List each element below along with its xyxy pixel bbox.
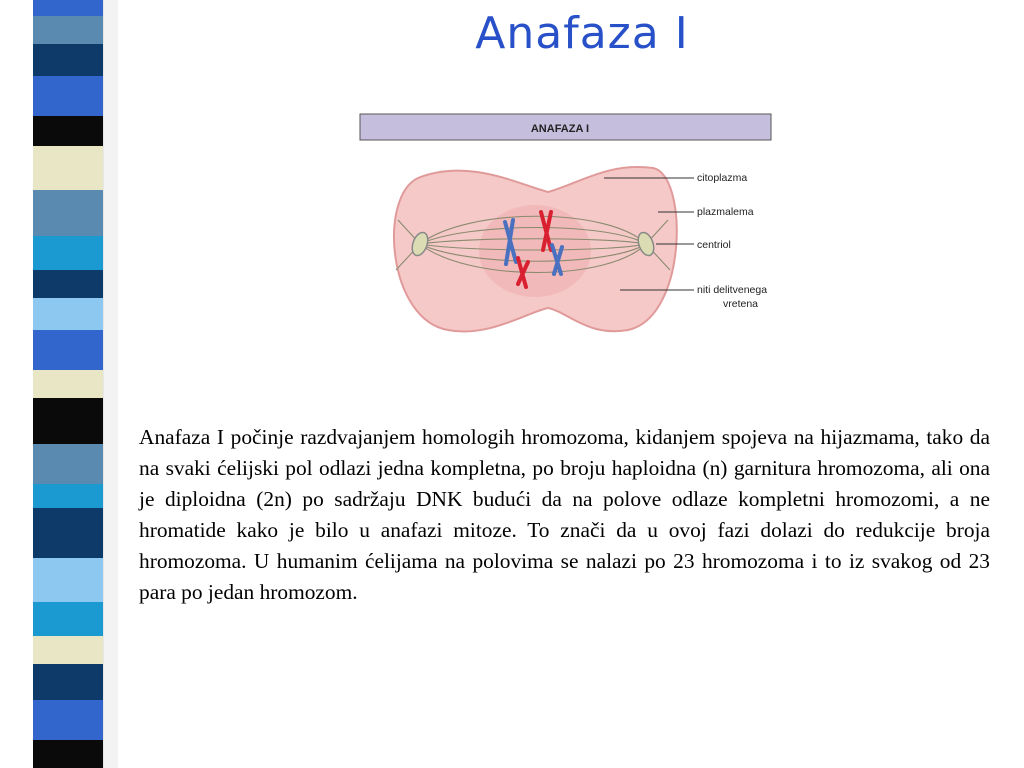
label-niti-line1: niti delitvenega [697,284,768,296]
label-plazmalema: plazmalema [697,206,754,218]
body-paragraph: Anafaza I počinje razdvajanjem homologih hromozoma, kidanjem spojeva na hijazmama, tako da na svaki ćelijski pol odlazi jedna kompletna, po broju haploidna (n) garnitura hromozoma, ali ona je diploidna (2n) po sadržaju DNK budući da na polove odlaze kompletni hromozomi, a ne hromatide kako je bilo u anafazi mitoze. To znači da u ovoj fazi dolazi do redukcije broja hromozoma. U humanim ćelijama na polovima se nalazi po 23 hromozoma i to iz svakog od 23 para po jedan hromozom. [139,425,990,604]
page-title: Anafaza I [475,8,689,59]
anaphase-diagram [358,112,798,344]
label-citoplazma: citoplazma [697,172,748,184]
stripe-blocks [33,0,103,768]
label-niti-line2: vretena [723,298,759,310]
diagram-header-text: ANAFAZA I [530,123,590,135]
decorative-stripe [0,0,118,768]
label-centriol: centriol [697,239,731,251]
